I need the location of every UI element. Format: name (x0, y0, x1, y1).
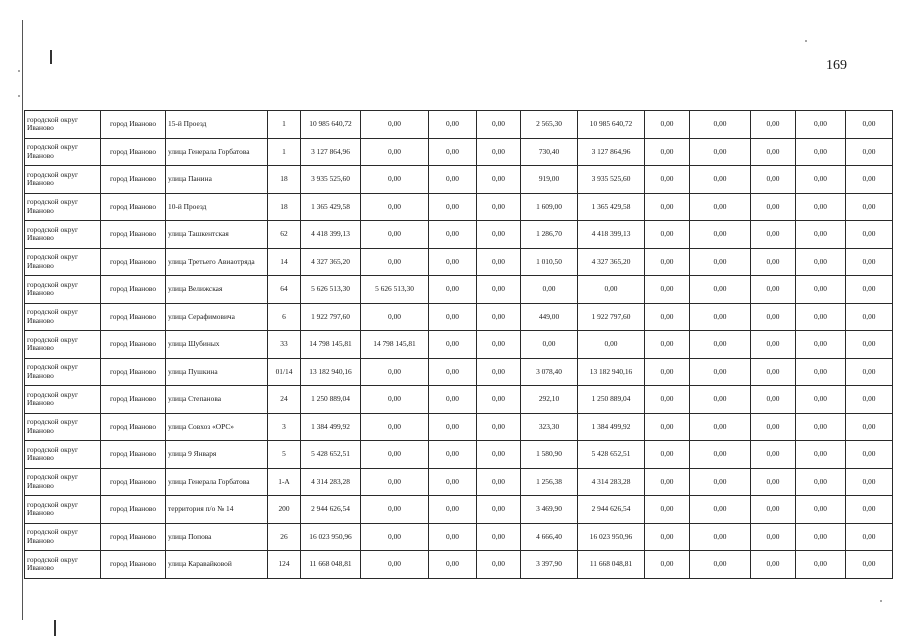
city-cell: город Иваново (101, 496, 166, 524)
amount-cell: 0,00 (690, 441, 751, 469)
amount-cell: 0,00 (429, 221, 477, 249)
amount-cell: 0,00 (751, 523, 796, 551)
amount-cell: 3 469,90 (521, 496, 578, 524)
city-cell: город Иваново (101, 358, 166, 386)
table-row (25, 441, 893, 469)
amount-cell: 0,00 (690, 386, 751, 414)
amount-cell: 0,00 (751, 276, 796, 304)
amount-cell: 0,00 (796, 523, 846, 551)
amount-cell: 1 250 889,04 (578, 386, 645, 414)
street-cell: улица Панина (166, 166, 268, 194)
street-cell: улица Третьего Авиаотряда (166, 248, 268, 276)
district-cell: городской округ Иваново (25, 358, 101, 386)
amount-cell: 1 922 797,60 (578, 303, 645, 331)
district-cell: городской округ Иваново (25, 386, 101, 414)
house-number-cell: 01/14 (268, 358, 301, 386)
amount-cell: 0,00 (751, 248, 796, 276)
amount-cell: 0,00 (645, 193, 690, 221)
amount-cell: 0,00 (846, 523, 893, 551)
city-cell: город Иваново (101, 166, 166, 194)
amount-cell: 0,00 (477, 386, 521, 414)
amount-cell: 0,00 (796, 331, 846, 359)
amount-cell: 4 327 365,20 (578, 248, 645, 276)
amount-cell: 0,00 (846, 468, 893, 496)
city-cell: город Иваново (101, 138, 166, 166)
amount-cell: 4 418 399,13 (301, 221, 361, 249)
amount-cell: 1 286,70 (521, 221, 578, 249)
amount-cell: 0,00 (645, 358, 690, 386)
district-cell: городской округ Иваново (25, 248, 101, 276)
city-cell: город Иваново (101, 551, 166, 579)
amount-cell: 0,00 (429, 303, 477, 331)
amount-cell: 0,00 (751, 441, 796, 469)
amount-cell: 0,00 (429, 166, 477, 194)
amount-cell: 0,00 (361, 441, 429, 469)
amount-cell: 0,00 (846, 413, 893, 441)
amount-cell: 0,00 (751, 193, 796, 221)
table-row (25, 276, 893, 304)
street-cell: улица Генерала Горбатова (166, 138, 268, 166)
amount-cell: 0,00 (690, 111, 751, 139)
amount-cell: 0,00 (645, 111, 690, 139)
district-cell: городской округ Иваново (25, 331, 101, 359)
street-cell: улица Велижская (166, 276, 268, 304)
amount-cell: 0,00 (429, 468, 477, 496)
amount-cell: 0,00 (477, 358, 521, 386)
street-cell: 10-й Проезд (166, 193, 268, 221)
amount-cell: 0,00 (645, 551, 690, 579)
amount-cell: 3 397,90 (521, 551, 578, 579)
amount-cell: 0,00 (690, 303, 751, 331)
amount-cell: 0,00 (361, 138, 429, 166)
table-row (25, 551, 893, 579)
district-cell: городской округ Иваново (25, 441, 101, 469)
amount-cell: 0,00 (477, 221, 521, 249)
amount-cell: 0,00 (846, 441, 893, 469)
amount-cell: 0,00 (846, 496, 893, 524)
amount-cell: 1 010,50 (521, 248, 578, 276)
street-cell: улица Совхоз «ОРС» (166, 413, 268, 441)
amount-cell: 0,00 (477, 111, 521, 139)
amount-cell: 1 365 429,58 (578, 193, 645, 221)
district-cell: городской округ Иваново (25, 276, 101, 304)
city-cell: город Иваново (101, 248, 166, 276)
amount-cell: 449,00 (521, 303, 578, 331)
amount-cell: 0,00 (751, 468, 796, 496)
amount-cell: 0,00 (477, 331, 521, 359)
amount-cell: 14 798 145,81 (361, 331, 429, 359)
table-row (25, 138, 893, 166)
table-row (25, 248, 893, 276)
amount-cell: 1 609,00 (521, 193, 578, 221)
amount-cell: 1 922 797,60 (301, 303, 361, 331)
amount-cell: 0,00 (429, 138, 477, 166)
amount-cell: 0,00 (751, 111, 796, 139)
amount-cell: 0,00 (846, 331, 893, 359)
amount-cell: 0,00 (477, 248, 521, 276)
city-cell: город Иваново (101, 111, 166, 139)
district-cell: городской округ Иваново (25, 496, 101, 524)
amount-cell: 0,00 (361, 193, 429, 221)
street-cell: улица 9 Января (166, 441, 268, 469)
amount-cell: 0,00 (361, 221, 429, 249)
house-number-cell: 200 (268, 496, 301, 524)
amount-cell: 0,00 (645, 468, 690, 496)
amount-cell: 3 127 864,96 (301, 138, 361, 166)
amount-cell: 0,00 (796, 303, 846, 331)
amount-cell: 5 428 652,51 (578, 441, 645, 469)
amount-cell: 0,00 (477, 551, 521, 579)
house-number-cell: 1-А (268, 468, 301, 496)
amount-cell: 10 985 640,72 (578, 111, 645, 139)
scan-mark (50, 50, 52, 64)
amount-cell: 0,00 (521, 331, 578, 359)
city-cell: город Иваново (101, 468, 166, 496)
amount-cell: 0,00 (429, 248, 477, 276)
table-row (25, 331, 893, 359)
amount-cell: 0,00 (429, 551, 477, 579)
table-row (25, 413, 893, 441)
amount-cell: 16 023 950,96 (301, 523, 361, 551)
amount-cell: 0,00 (429, 523, 477, 551)
amount-cell: 0,00 (690, 331, 751, 359)
amount-cell: 0,00 (690, 166, 751, 194)
amount-cell: 13 182 940,16 (578, 358, 645, 386)
amount-cell: 5 428 652,51 (301, 441, 361, 469)
amount-cell: 0,00 (361, 111, 429, 139)
table-row (25, 166, 893, 194)
house-number-cell: 6 (268, 303, 301, 331)
amount-cell: 0,00 (846, 551, 893, 579)
amount-cell: 0,00 (796, 413, 846, 441)
amount-cell: 2 944 626,54 (578, 496, 645, 524)
district-cell: городской округ Иваново (25, 303, 101, 331)
amount-cell: 323,30 (521, 413, 578, 441)
amount-cell: 0,00 (846, 248, 893, 276)
district-cell: городской округ Иваново (25, 413, 101, 441)
amount-cell: 1 256,38 (521, 468, 578, 496)
amount-cell: 5 626 513,30 (301, 276, 361, 304)
amount-cell: 10 985 640,72 (301, 111, 361, 139)
scan-speck (805, 40, 807, 42)
scan-speck (18, 70, 20, 72)
amount-cell: 0,00 (361, 468, 429, 496)
amount-cell: 0,00 (361, 496, 429, 524)
amount-cell: 0,00 (846, 193, 893, 221)
amount-cell: 0,00 (690, 358, 751, 386)
street-cell: улица Серафимовича (166, 303, 268, 331)
amount-cell: 1 384 499,92 (301, 413, 361, 441)
amount-cell: 0,00 (429, 193, 477, 221)
amount-cell: 0,00 (429, 386, 477, 414)
amount-cell: 0,00 (361, 166, 429, 194)
amount-cell: 0,00 (751, 413, 796, 441)
house-number-cell: 124 (268, 551, 301, 579)
house-number-cell: 64 (268, 276, 301, 304)
amount-cell: 0,00 (690, 193, 751, 221)
amount-cell: 0,00 (796, 386, 846, 414)
amount-cell: 0,00 (751, 386, 796, 414)
amount-cell: 0,00 (796, 248, 846, 276)
table-row (25, 193, 893, 221)
amount-cell: 0,00 (796, 496, 846, 524)
amount-cell: 0,00 (751, 138, 796, 166)
amount-cell: 0,00 (361, 551, 429, 579)
city-cell: город Иваново (101, 193, 166, 221)
amount-cell: 0,00 (361, 523, 429, 551)
city-cell: город Иваново (101, 413, 166, 441)
amount-cell: 0,00 (429, 276, 477, 304)
house-number-cell: 3 (268, 413, 301, 441)
amount-cell: 0,00 (690, 413, 751, 441)
table-row (25, 523, 893, 551)
house-number-cell: 5 (268, 441, 301, 469)
amount-cell: 1 250 889,04 (301, 386, 361, 414)
city-cell: город Иваново (101, 303, 166, 331)
amount-cell: 3 127 864,96 (578, 138, 645, 166)
city-cell: город Иваново (101, 441, 166, 469)
street-cell: 15-й Проезд (166, 111, 268, 139)
amount-cell: 0,00 (521, 276, 578, 304)
amount-cell: 0,00 (477, 276, 521, 304)
amount-cell: 0,00 (361, 303, 429, 331)
amount-cell: 1 580,90 (521, 441, 578, 469)
amount-cell: 0,00 (477, 496, 521, 524)
amount-cell: 0,00 (477, 468, 521, 496)
amount-cell: 3 078,40 (521, 358, 578, 386)
amount-cell: 0,00 (846, 111, 893, 139)
amount-cell: 0,00 (796, 138, 846, 166)
city-cell: город Иваново (101, 331, 166, 359)
amount-cell: 0,00 (796, 111, 846, 139)
amount-cell: 292,10 (521, 386, 578, 414)
amount-cell: 0,00 (796, 358, 846, 386)
amount-cell: 0,00 (477, 193, 521, 221)
amount-cell: 0,00 (645, 413, 690, 441)
amount-cell: 0,00 (690, 468, 751, 496)
amount-cell: 0,00 (429, 111, 477, 139)
amount-cell: 0,00 (361, 386, 429, 414)
city-cell: город Иваново (101, 221, 166, 249)
amount-cell: 5 626 513,30 (361, 276, 429, 304)
amount-cell: 0,00 (477, 441, 521, 469)
scan-speck (880, 600, 882, 602)
amount-cell: 0,00 (846, 138, 893, 166)
table-row (25, 496, 893, 524)
amount-cell: 0,00 (645, 496, 690, 524)
amount-cell: 0,00 (751, 496, 796, 524)
amount-cell: 0,00 (796, 166, 846, 194)
amount-cell: 0,00 (751, 358, 796, 386)
amount-cell: 0,00 (846, 276, 893, 304)
amount-cell: 0,00 (429, 496, 477, 524)
street-cell: улица Ташкентская (166, 221, 268, 249)
amount-cell: 0,00 (846, 358, 893, 386)
city-cell: город Иваново (101, 276, 166, 304)
amount-cell: 4 666,40 (521, 523, 578, 551)
amount-cell: 0,00 (645, 138, 690, 166)
street-cell: территория п/о № 14 (166, 496, 268, 524)
street-cell: улица Пушкина (166, 358, 268, 386)
amount-cell: 0,00 (645, 441, 690, 469)
district-cell: городской округ Иваново (25, 166, 101, 194)
page-number: 169 (826, 58, 847, 73)
amount-cell: 0,00 (846, 303, 893, 331)
amount-cell: 4 314 283,28 (301, 468, 361, 496)
district-cell: городской округ Иваново (25, 551, 101, 579)
amount-cell: 0,00 (645, 303, 690, 331)
amount-cell: 0,00 (796, 441, 846, 469)
amount-cell: 0,00 (751, 551, 796, 579)
amount-cell: 3 935 525,60 (301, 166, 361, 194)
city-cell: город Иваново (101, 386, 166, 414)
amount-cell: 0,00 (796, 551, 846, 579)
house-number-cell: 18 (268, 193, 301, 221)
table-row (25, 221, 893, 249)
amount-cell: 0,00 (477, 166, 521, 194)
street-cell: улица Степанова (166, 386, 268, 414)
city-cell: город Иваново (101, 523, 166, 551)
district-cell: городской округ Иваново (25, 111, 101, 139)
table-row (25, 386, 893, 414)
table-row (25, 111, 893, 139)
scan-speck (18, 95, 20, 97)
amount-cell: 0,00 (429, 331, 477, 359)
amount-cell: 0,00 (796, 221, 846, 249)
table-row (25, 468, 893, 496)
amount-cell: 0,00 (645, 523, 690, 551)
house-number-cell: 1 (268, 111, 301, 139)
amount-cell: 4 327 365,20 (301, 248, 361, 276)
district-cell: городской округ Иваново (25, 221, 101, 249)
amount-cell: 1 384 499,92 (578, 413, 645, 441)
table-row (25, 358, 893, 386)
amount-cell: 0,00 (477, 138, 521, 166)
house-number-cell: 14 (268, 248, 301, 276)
amount-cell: 0,00 (645, 276, 690, 304)
amount-cell: 0,00 (846, 221, 893, 249)
amount-cell: 0,00 (846, 166, 893, 194)
amount-cell: 16 023 950,96 (578, 523, 645, 551)
amount-cell: 0,00 (690, 551, 751, 579)
house-number-cell: 26 (268, 523, 301, 551)
house-number-cell: 33 (268, 331, 301, 359)
amount-cell: 0,00 (690, 248, 751, 276)
amount-cell: 11 668 048,81 (301, 551, 361, 579)
binding-margin-line (22, 20, 23, 620)
house-number-cell: 18 (268, 166, 301, 194)
amount-cell: 0,00 (645, 221, 690, 249)
amount-cell: 0,00 (690, 221, 751, 249)
amount-cell: 0,00 (751, 166, 796, 194)
amount-cell: 0,00 (690, 138, 751, 166)
amount-cell: 2 944 626,54 (301, 496, 361, 524)
amount-cell: 0,00 (751, 331, 796, 359)
amount-cell: 0,00 (796, 276, 846, 304)
amount-cell: 3 935 525,60 (578, 166, 645, 194)
amount-cell: 0,00 (751, 303, 796, 331)
amount-cell: 0,00 (645, 248, 690, 276)
house-number-cell: 24 (268, 386, 301, 414)
amount-cell: 0,00 (690, 523, 751, 551)
amount-cell: 0,00 (645, 166, 690, 194)
district-cell: городской округ Иваново (25, 468, 101, 496)
district-cell: городской округ Иваново (25, 193, 101, 221)
amount-cell: 11 668 048,81 (578, 551, 645, 579)
amount-cell: 0,00 (578, 276, 645, 304)
table-row (25, 303, 893, 331)
amount-cell: 13 182 940,16 (301, 358, 361, 386)
street-cell: улица Каравайковой (166, 551, 268, 579)
registry-table-body (25, 111, 893, 579)
amount-cell: 0,00 (361, 413, 429, 441)
district-cell: городской округ Иваново (25, 138, 101, 166)
amount-cell: 1 365 429,58 (301, 193, 361, 221)
amount-cell: 14 798 145,81 (301, 331, 361, 359)
amount-cell: 730,40 (521, 138, 578, 166)
street-cell: улица Генерала Горбатова (166, 468, 268, 496)
amount-cell: 2 565,30 (521, 111, 578, 139)
house-number-cell: 1 (268, 138, 301, 166)
amount-cell: 0,00 (477, 303, 521, 331)
amount-cell: 0,00 (477, 413, 521, 441)
amount-cell: 0,00 (578, 331, 645, 359)
house-number-cell: 62 (268, 221, 301, 249)
scan-mark (54, 620, 56, 636)
amount-cell: 0,00 (690, 496, 751, 524)
amount-cell: 0,00 (846, 386, 893, 414)
amount-cell: 0,00 (751, 221, 796, 249)
amount-cell: 0,00 (361, 358, 429, 386)
amount-cell: 4 314 283,28 (578, 468, 645, 496)
registry-table (24, 110, 893, 579)
amount-cell: 0,00 (645, 386, 690, 414)
amount-cell: 0,00 (477, 523, 521, 551)
street-cell: улица Попова (166, 523, 268, 551)
amount-cell: 0,00 (429, 358, 477, 386)
amount-cell: 0,00 (429, 441, 477, 469)
amount-cell: 0,00 (645, 331, 690, 359)
street-cell: улица Шубиных (166, 331, 268, 359)
amount-cell: 0,00 (361, 248, 429, 276)
amount-cell: 0,00 (690, 276, 751, 304)
amount-cell: 0,00 (796, 193, 846, 221)
amount-cell: 0,00 (796, 468, 846, 496)
amount-cell: 4 418 399,13 (578, 221, 645, 249)
amount-cell: 0,00 (429, 413, 477, 441)
district-cell: городской округ Иваново (25, 523, 101, 551)
amount-cell: 919,00 (521, 166, 578, 194)
